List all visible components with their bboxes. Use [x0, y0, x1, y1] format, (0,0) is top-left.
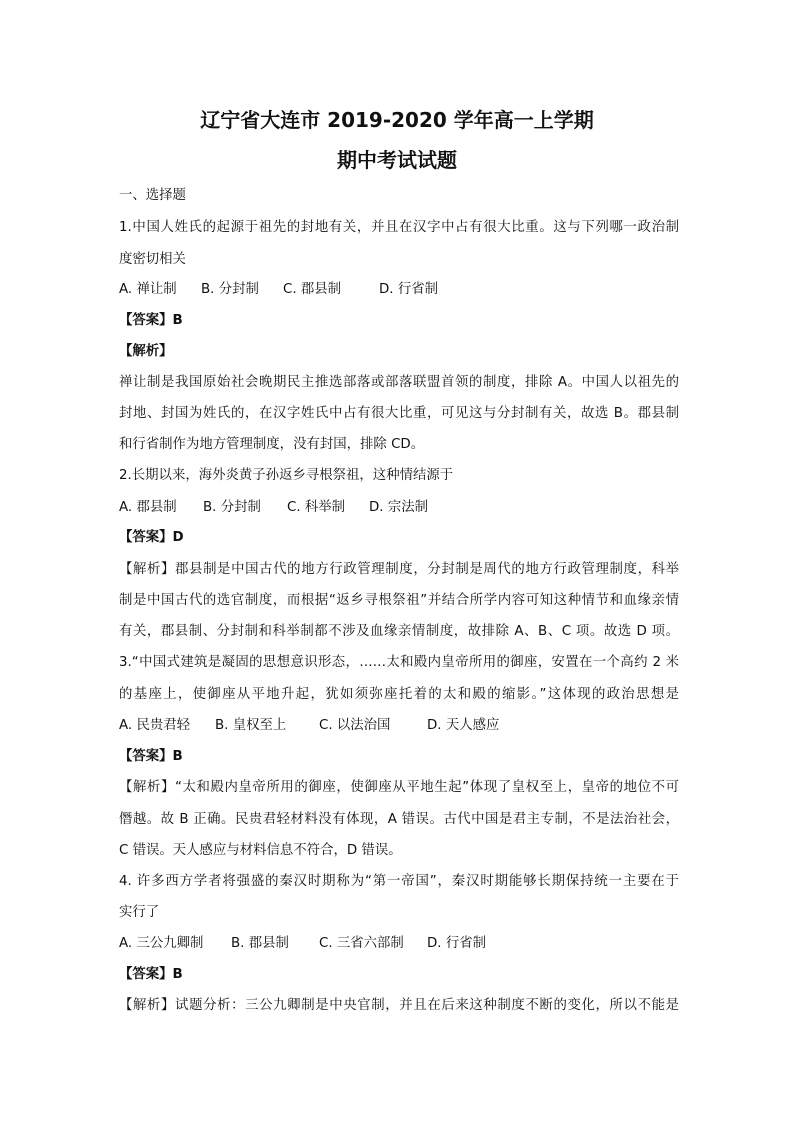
q2-option-b: B. 分封制 — [203, 500, 261, 515]
q2-analysis-line-3: 有关，郡县制、分封制和科举制都不涉及血缘亲情制度，故排除 A、B、C 项。故选 D 项。 — [119, 624, 679, 639]
q1-options — [119, 280, 679, 300]
q3-stem-line-1: 3.“中国式建筑是凝固的思想意识形态，……太和殿内皇帝所用的御座，安置在一个高约 2 米 — [119, 655, 679, 670]
section-heading: 一、选择题 — [119, 188, 186, 203]
q3-analysis-line-2: 僭越。故 B 正确。民贵君轻材料没有体现，A 错误。古代中国是君主专制，不是法治社会， — [119, 812, 679, 827]
q3-option-b: B. 皇权至上 — [215, 718, 287, 733]
q3-stem-line-2: 的基座上，使御座从平地升起，犹如须弥座托着的太和殿的缩影。”这体现的政治思想是 — [119, 687, 679, 702]
q4-option-d: D. 行省制 — [427, 936, 486, 951]
q1-option-b: B. 分封制 — [201, 282, 259, 297]
q1-option-a: A. 禅让制 — [119, 282, 177, 297]
q3-option-c: C. 以法治国 — [319, 718, 391, 733]
q2-stem-line-1: 2.长期以来，海外炎黄子孙返乡寻根祭祖，这种情结源于 — [119, 468, 454, 483]
q4-option-a: A. 三公九卿制 — [119, 936, 204, 951]
q4-option-c: C. 三省六部制 — [319, 936, 404, 951]
q4-options — [119, 934, 679, 954]
q4-option-b: B. 郡县制 — [231, 936, 289, 951]
document-title: 辽宁省大连市 2019-2020 学年高一上学期 — [200, 108, 594, 132]
q1-stem-line-1: 1.中国人姓氏的起源于祖先的封地有关，并且在汉字中占有很大比重。这与下列哪一政治制 — [119, 220, 679, 235]
q2-option-c: C. 科举制 — [287, 500, 346, 515]
q4-stem-line-2: 实行了 — [119, 905, 160, 920]
q1-stem-line-2: 度密切相关 — [119, 252, 186, 267]
q2-options — [119, 498, 679, 518]
q4-stem-line-1: 4. 许多西方学者将强盛的秦汉时期称为“第一帝国”，秦汉时期能够长期保持统一主要在于 — [119, 874, 679, 889]
q4-analysis-line-1: 【解析】试题分析：三公九卿制是中央官制，并且在后来这种制度不断的变化，所以不能是 — [119, 998, 679, 1013]
q1-analysis-line-1: 禅让制是我国原始社会晚期民主推选部落或部落联盟首领的制度，排除 A。中国人以祖先的 — [119, 375, 679, 390]
q4-answer: 【答案】B — [119, 967, 183, 982]
q2-answer: 【答案】D — [119, 530, 184, 545]
q1-analysis-label: 【解析】 — [119, 344, 173, 359]
q1-option-d: D. 行省制 — [379, 282, 438, 297]
q2-analysis-line-2: 制是中国古代的选官制度，而根据“返乡寻根祭祖”并结合所学内容可知这种情节和血缘亲情 — [119, 593, 679, 608]
q3-options — [119, 716, 679, 736]
q1-option-c: C. 郡县制 — [283, 282, 342, 297]
q2-option-a: A. 郡县制 — [119, 500, 177, 515]
q3-option-a: A. 民贵君轻 — [119, 718, 190, 733]
q1-analysis-line-2: 封地、封国为姓氏的，在汉字姓氏中占有很大比重，可见这与分封制有关，故选 B。郡县制 — [119, 406, 679, 421]
q3-analysis-line-3: C 错误。天人感应与材料信息不符合，D 错误。 — [119, 843, 402, 858]
q1-answer: 【答案】B — [119, 313, 183, 328]
document-subtitle: 期中考试试题 — [337, 148, 457, 172]
q3-answer: 【答案】B — [119, 749, 183, 764]
q3-analysis-line-1: 【解析】“太和殿内皇帝所用的御座，使御座从平地生起”体现了皇权至上，皇帝的地位不可 — [119, 780, 679, 795]
q2-analysis-line-1: 【解析】郡县制是中国古代的地方行政管理制度，分封制是周代的地方行政管理制度，科举 — [119, 562, 679, 577]
q3-option-d: D. 天人感应 — [427, 718, 500, 733]
q2-option-d: D. 宗法制 — [369, 500, 428, 515]
q1-analysis-line-3: 和行省制作为地方管理制度，没有封国，排除 CD。 — [119, 437, 425, 452]
